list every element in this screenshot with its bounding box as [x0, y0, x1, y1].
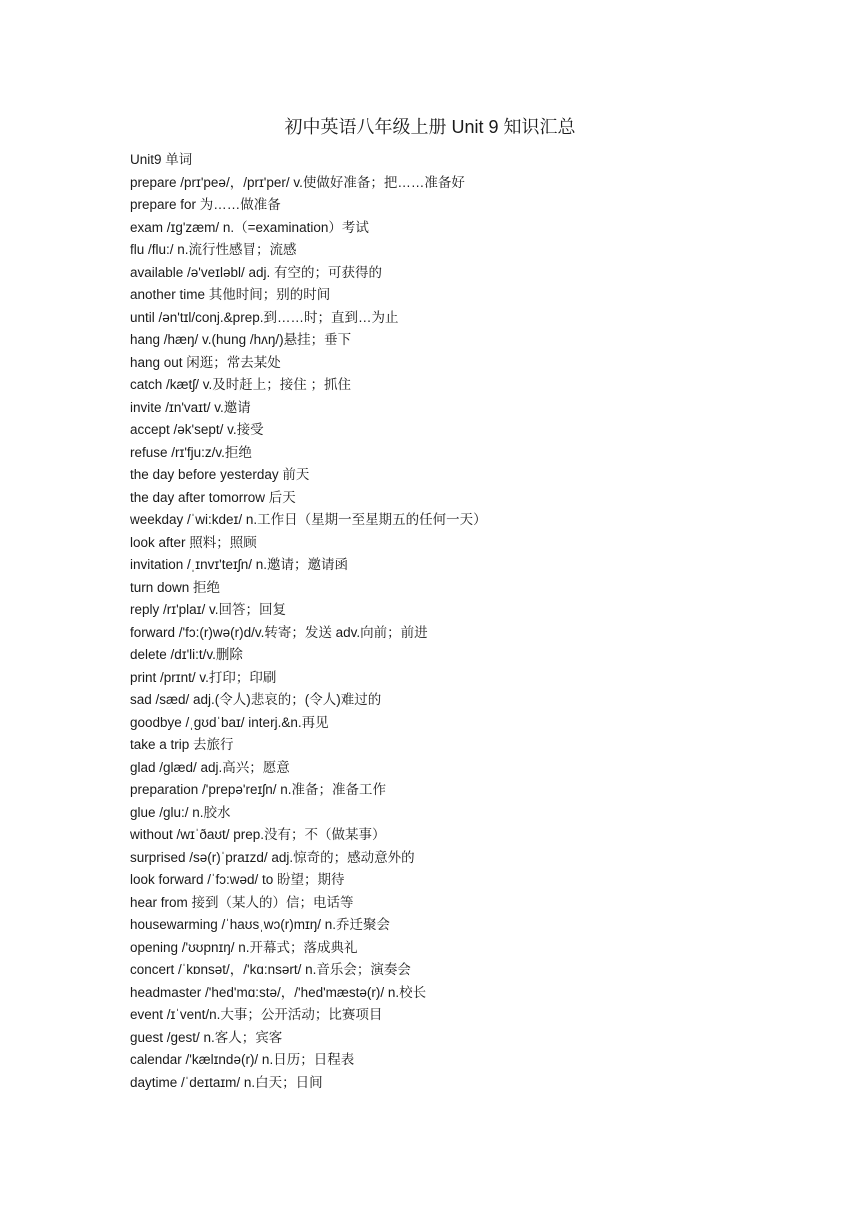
vocabulary-entry: flu /flu:/ n.流行性感冒；流感	[130, 242, 297, 257]
vocabulary-entry: the day before yesterday 前天	[130, 467, 310, 482]
vocabulary-entry: calendar /'kælɪndə(r)/ n.日历；日程表	[130, 1052, 355, 1067]
vocabulary-entry: guest /ɡest/ n.客人；宾客	[130, 1029, 283, 1045]
vocabulary-entry: housewarming /ˈhaʊsˌwɔ(r)mɪŋ/ n.乔迁聚会	[130, 917, 391, 932]
vocabulary-entry: weekday /ˈwi:kdeɪ/ n.工作日（星期一至星期五的任何一天）	[130, 512, 487, 527]
vocabulary-entry: reply /rɪ'plaɪ/ v.回答；回复	[130, 602, 286, 617]
vocabulary-entry: hear from 接到（某人的）信；电话等	[130, 894, 354, 910]
vocabulary-entry: available /ə'veɪləbl/ adj. 有空的；可获得的	[130, 264, 382, 280]
vocabulary-entry: glue /glu:/ n.胶水	[130, 804, 231, 820]
vocabulary-entry: catch /kætʃ/ v.及时赶上；接住 ；抓住	[130, 377, 352, 392]
vocabulary-entry: print /prɪnt/ v.打印；印刷	[130, 669, 277, 685]
vocabulary-entry: event /ɪˈvent/n.大事；公开活动；比赛项目	[130, 1007, 383, 1022]
vocabulary-entry: delete /dɪ'li:t/v.删除	[130, 647, 243, 662]
vocabulary-entry: goodbye /ˌɡʊdˈbaɪ/ interj.&n.再见	[130, 714, 329, 730]
vocabulary-entry: exam /ɪɡ'zæm/ n.（=examination）考试	[130, 219, 369, 235]
vocabulary-entry: take a trip 去旅行	[130, 737, 234, 752]
vocabulary-entry: headmaster /'hed'mɑ:stə/，/'hed'mæstə(r)/ n.校长	[130, 984, 427, 1000]
vocabulary-entry: prepare for 为……做准备	[130, 197, 281, 212]
vocabulary-entry: surprised /sə(r)ˈpraɪzd/ adj.惊奇的；感动意外的	[130, 849, 415, 865]
vocabulary-entry: invitation /ˌɪnvɪ'teɪʃn/ n.邀请；邀请函	[130, 557, 349, 572]
vocabulary-entry: forward /'fɔ:(r)wə(r)d/v.转寄；发送 adv.向前；前进	[130, 624, 428, 640]
vocabulary-list	[130, 149, 830, 1094]
vocabulary-entry: accept /ək'sept/ v.接受	[130, 422, 264, 437]
vocabulary-entry: preparation /'prepə'reɪʃn/ n.准备；准备工作	[130, 782, 387, 797]
document-title: 初中英语八年级上册 Unit 9 知识汇总	[284, 117, 576, 137]
vocabulary-entry: the day after tomorrow 后天	[130, 489, 296, 505]
vocabulary-entry: look forward /ˈfɔ:wəd/ to 盼望；期待	[130, 872, 345, 887]
vocabulary-entry: sad /sæd/ adj.(令人)悲哀的；(令人)难过的	[130, 692, 382, 707]
vocabulary-entry: without /wɪˈðaʊt/ prep.没有；不（做某事）	[130, 827, 386, 842]
vocabulary-entry: hang /hæŋ/ v.(hung /hʌŋ/)悬挂；垂下	[130, 332, 352, 347]
vocabulary-entry: until /ən'tɪl/conj.&prep.到……时；直到…为止	[130, 309, 399, 325]
vocabulary-entry: invite /ɪn'vaɪt/ v.邀请	[130, 399, 251, 415]
vocabulary-entry: opening /'ʊʊpnɪŋ/ n.开幕式；落成典礼	[130, 939, 358, 955]
vocabulary-entry: daytime /ˈdeɪtaɪm/ n.白天；日间	[130, 1074, 323, 1090]
vocabulary-entry: prepare /prɪ'peə/，/prɪ'per/ v.使做好准备；把……准备好	[130, 174, 465, 190]
vocabulary-entry: glad /glæd/ adj.高兴；愿意	[130, 759, 290, 775]
vocabulary-entry: another time 其他时间；别的时间	[130, 287, 331, 302]
vocabulary-entry: concert /ˈkɒnsət/，/'kɑ:nsərt/ n.音乐会；演奏会	[130, 962, 411, 977]
vocabulary-entry: turn down 拒绝	[130, 579, 221, 595]
vocabulary-entry: refuse /rɪ'fju:z/v.拒绝	[130, 444, 252, 460]
section-heading: Unit9 单词	[130, 152, 193, 167]
vocabulary-entry: look after 照料；照顾	[130, 534, 257, 550]
vocabulary-entry: hang out 闲逛；常去某处	[130, 354, 281, 370]
